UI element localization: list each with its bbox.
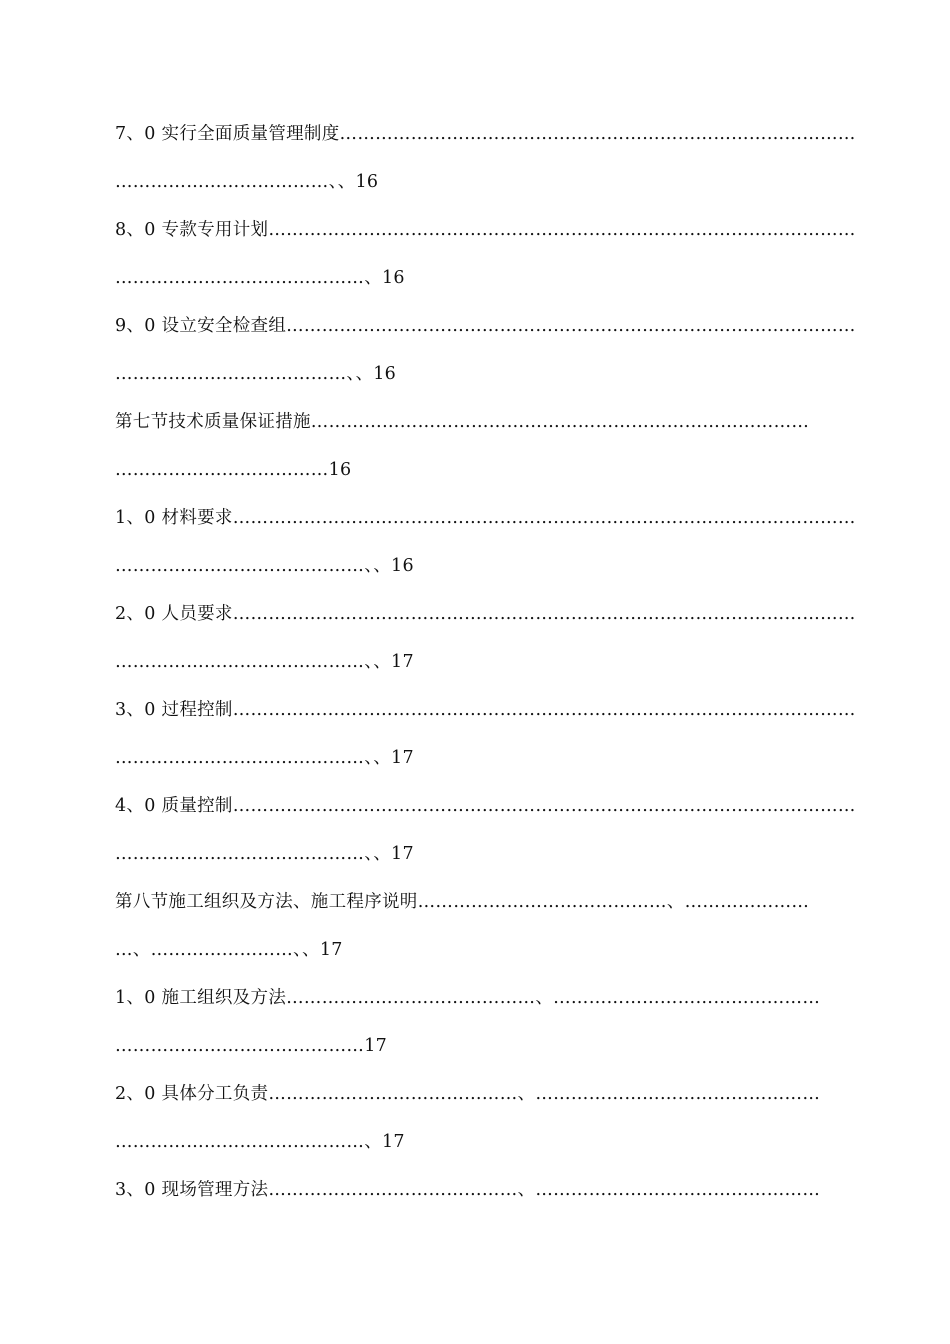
toc-entry-text: 4、0 质量控制…………………………………………………………………………………………… (115, 796, 856, 816)
toc-entry-continuation (115, 166, 860, 214)
toc-entry-continuation (115, 454, 860, 502)
toc-entry-continuation (115, 838, 860, 886)
toc-entry-continuation (115, 646, 860, 694)
toc-entry-page: ……………………………………、、17 (115, 844, 414, 864)
toc-entry-text: 第七节技术质量保证措施………………………………………………………………………… (115, 412, 810, 432)
toc-entry-page: …………………………………、、16 (115, 364, 397, 384)
toc-entry-text: 8、0 专款专用计划……………………………………………………………………………………… (115, 220, 856, 240)
toc-entry-page: ………………………………、、16 (115, 172, 379, 192)
toc-entry-continuation (115, 262, 860, 310)
toc-entry-text: 第八节施工组织及方法、施工程序说明……………………………………、………………… (115, 892, 810, 912)
toc-entry (115, 502, 860, 550)
toc-entry-continuation (115, 742, 860, 790)
toc-entry (115, 598, 860, 646)
toc-entry-continuation (115, 358, 860, 406)
toc-entry (115, 214, 860, 262)
table-of-contents (115, 118, 860, 1222)
toc-entry-text: 1、0 材料要求…………………………………………………………………………………………… (115, 508, 856, 528)
toc-entry-page: ………………………………16 (115, 460, 352, 480)
toc-entry-page: ……………………………………、16 (115, 268, 405, 288)
toc-entry (115, 118, 860, 166)
toc-entry-page: ……………………………………、17 (115, 1132, 405, 1152)
toc-entry-text: 2、0 人员要求…………………………………………………………………………………………… (115, 604, 856, 624)
toc-entry-text: 9、0 设立安全检查组…………………………………………………………………………………… (115, 316, 856, 336)
toc-section-heading (115, 406, 860, 454)
toc-entry (115, 790, 860, 838)
toc-entry-continuation (115, 1126, 860, 1174)
toc-entry (115, 310, 860, 358)
toc-entry-text: 1、0 施工组织及方法……………………………………、……………………………………… (115, 988, 821, 1008)
toc-entry-continuation (115, 934, 860, 982)
toc-entry-continuation (115, 550, 860, 598)
toc-entry (115, 1174, 860, 1222)
toc-entry-page: ……………………………………、、16 (115, 556, 414, 576)
toc-section-heading (115, 886, 860, 934)
toc-entry-page: ……………………………………、、17 (115, 748, 414, 768)
toc-entry-text: 2、0 具体分工负责……………………………………、………………………………………… (115, 1084, 821, 1104)
toc-entry-page: …、……………………、、17 (115, 940, 343, 960)
toc-entry (115, 982, 860, 1030)
toc-entry-text: 3、0 过程控制…………………………………………………………………………………………… (115, 700, 856, 720)
toc-entry-page: ……………………………………、、17 (115, 652, 414, 672)
toc-entry-page: ……………………………………17 (115, 1036, 388, 1056)
toc-entry-continuation (115, 1030, 860, 1078)
toc-entry (115, 694, 860, 742)
toc-entry-text: 7、0 实行全面质量管理制度…………………………………………………………………………… (115, 124, 856, 144)
toc-entry (115, 1078, 860, 1126)
toc-entry-text: 3、0 现场管理方法……………………………………、………………………………………… (115, 1180, 821, 1200)
